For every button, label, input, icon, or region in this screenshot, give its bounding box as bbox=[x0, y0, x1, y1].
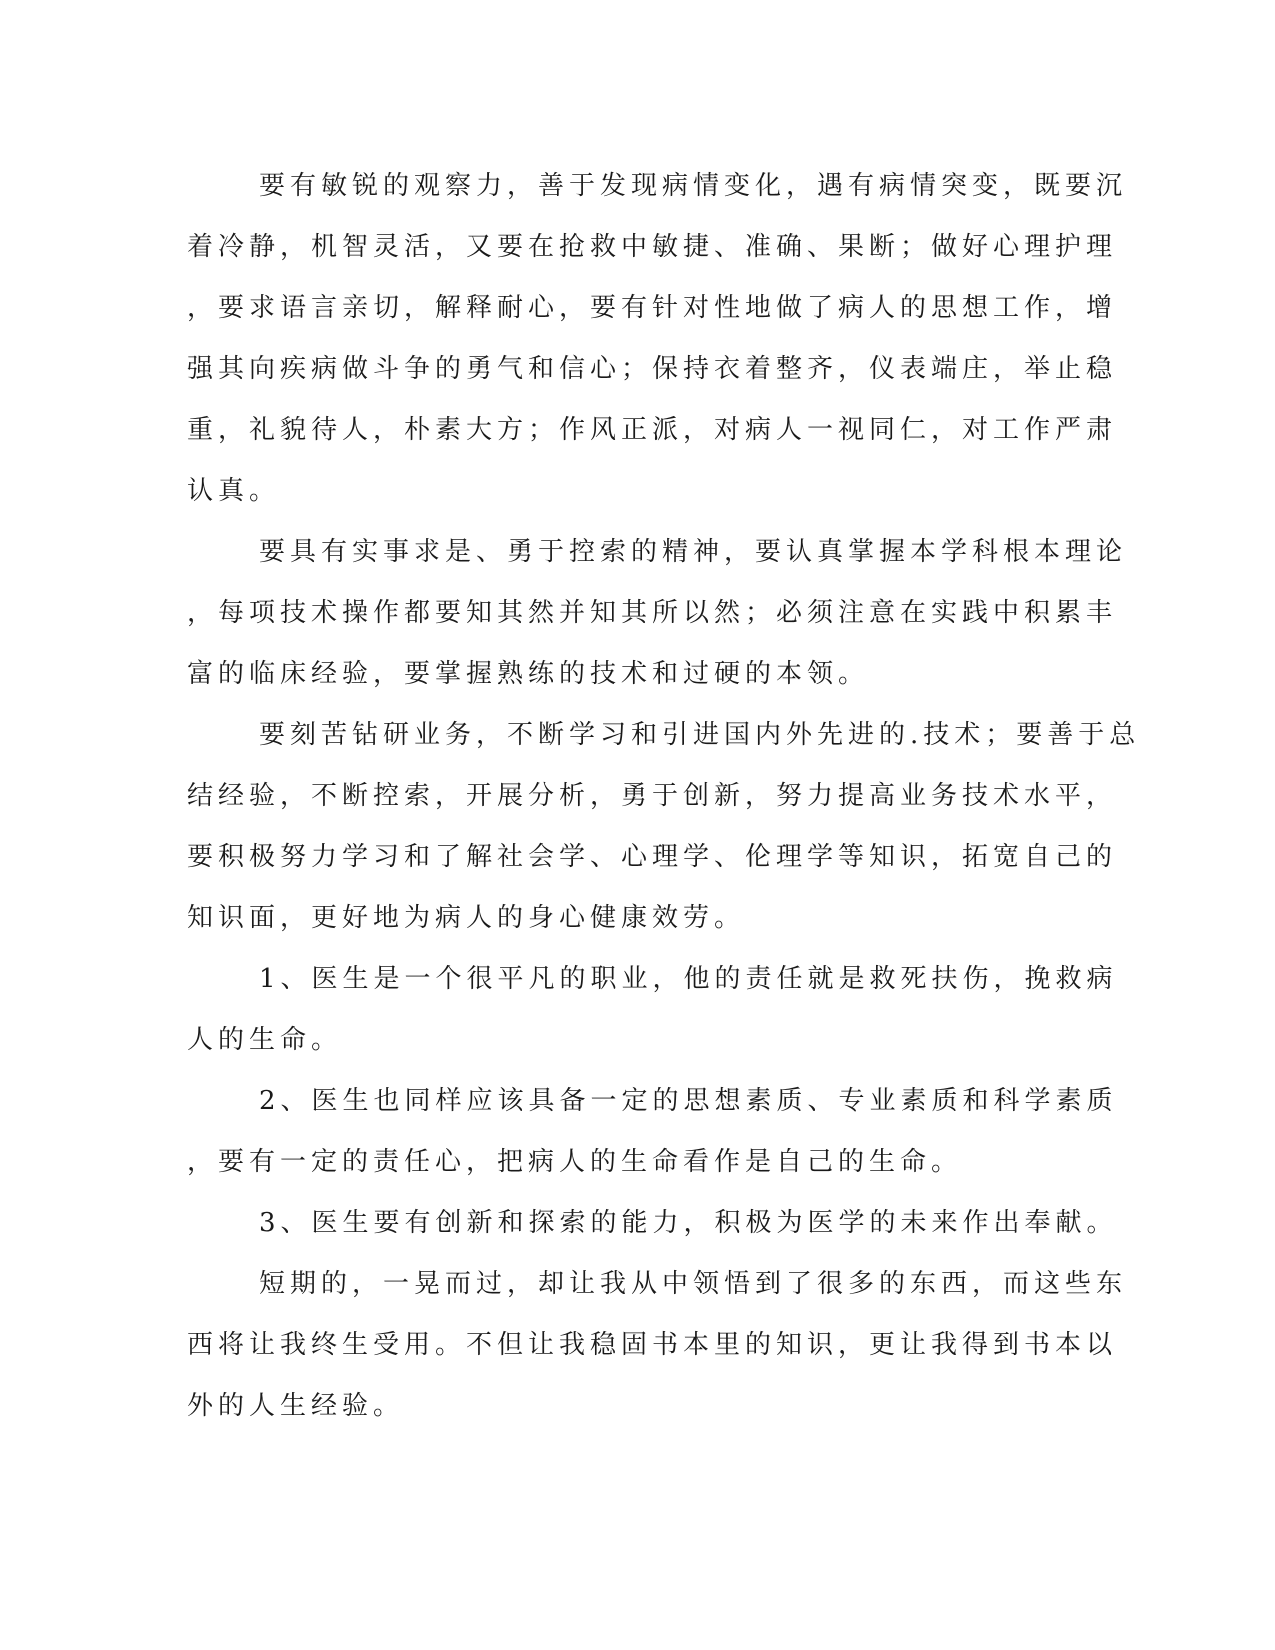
text-line: 结经验，不断控索，开展分析，勇于创新，努力提高业务技术水平， bbox=[187, 781, 1118, 811]
text-line: 强其向疾病做斗争的勇气和信心；保持衣着整齐，仪表端庄，举止稳 bbox=[187, 354, 1118, 384]
text-line: 知识面，更好地为病人的身心健康效劳。 bbox=[187, 903, 746, 933]
text-line: 富的临床经验，要掌握熟练的技术和过硬的本领。 bbox=[187, 659, 870, 689]
text-line: ，每项技术操作都要知其然并知其所以然；必须注意在实践中积累丰 bbox=[187, 598, 1118, 628]
text-line: 要积极努力学习和了解社会学、心理学、伦理学等知识，拓宽自己的 bbox=[187, 842, 1118, 872]
text-line: 重，礼貌待人，朴素大方；作风正派，对病人一视同仁，对工作严肃 bbox=[187, 415, 1118, 445]
text-line: 短期的，一晃而过，却让我从中领悟到了很多的东西，而这些东 bbox=[259, 1269, 1128, 1299]
text-line: 外的人生经验。 bbox=[187, 1391, 405, 1421]
text-line: 着冷静，机智灵活，又要在抢救中敏捷、准确、果断；做好心理护理 bbox=[187, 232, 1118, 262]
text-line: 要刻苦钻研业务，不断学习和引进国内外先进的.技术；要善于总 bbox=[259, 720, 1141, 750]
paragraph-conclusion bbox=[187, 1254, 1128, 1437]
text-line: ，要求语言亲切，解释耐心，要有针对性地做了病人的思想工作，增 bbox=[187, 293, 1118, 323]
text-line: 要具有实事求是、勇于控索的精神，要认真掌握本学科根本理论 bbox=[259, 537, 1128, 567]
paragraph-study-hard bbox=[187, 705, 1141, 949]
text-line: 2、医生也同样应该具备一定的思想素质、专业素质和科学素质 bbox=[259, 1086, 1118, 1116]
text-line: 人的生命。 bbox=[187, 1025, 343, 1055]
paragraph-nurse-qualities bbox=[187, 156, 1128, 522]
paragraph-point-1 bbox=[187, 949, 1118, 1071]
text-line: 要有敏锐的观察力，善于发现病情变化，遇有病情突变，既要沉 bbox=[259, 171, 1128, 201]
text-line: 西将让我终生受用。不但让我稳固书本里的知识，更让我得到书本以 bbox=[187, 1330, 1118, 1360]
text-line: 1、医生是一个很平凡的职业，他的责任就是救死扶伤，挽救病 bbox=[259, 964, 1118, 994]
document-body bbox=[187, 156, 1141, 1437]
text-line: ，要有一定的责任心，把病人的生命看作是自己的生命。 bbox=[187, 1147, 963, 1177]
paragraph-point-3 bbox=[187, 1193, 1118, 1254]
text-line: 3、医生要有创新和探索的能力，积极为医学的未来作出奉献。 bbox=[259, 1208, 1118, 1238]
paragraph-scientific-spirit bbox=[187, 522, 1128, 705]
paragraph-point-2 bbox=[187, 1071, 1118, 1193]
text-line: 认真。 bbox=[187, 476, 281, 506]
